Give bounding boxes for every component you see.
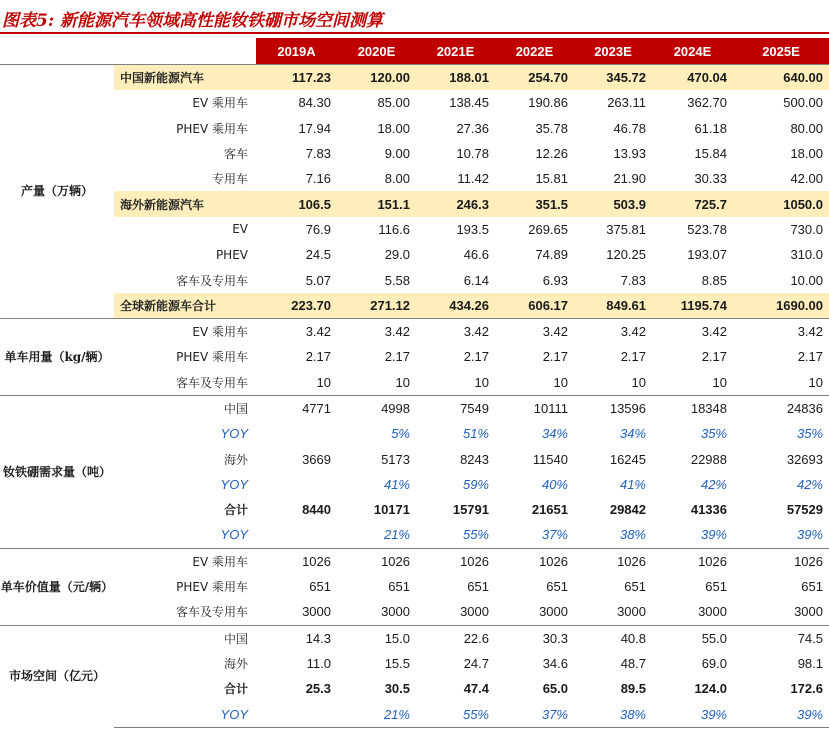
value-cell: 351.5 — [495, 191, 574, 216]
row-label: 客车及专用车 — [175, 273, 248, 288]
value-cell: 2.17 — [797, 349, 823, 365]
value-cell: 2.17 — [463, 349, 489, 365]
value-cell: 651 — [467, 579, 489, 595]
value-cell: 74.5 — [733, 625, 829, 651]
value-cell: 21.90 — [613, 171, 646, 187]
value-cell: 2.17 — [384, 349, 410, 365]
value-cell: 269.65 — [528, 221, 568, 237]
value-cell: 59% — [462, 476, 489, 492]
table-row — [0, 651, 829, 676]
year-header: 2021E — [416, 38, 495, 65]
value-cell: 1690.00 — [733, 293, 829, 319]
value-cell: 61.18 — [694, 120, 727, 136]
value-cell: 434.26 — [416, 293, 495, 319]
row-label: PHEV 乘用车 — [176, 580, 248, 595]
value-cell: 500.00 — [783, 95, 823, 111]
value-cell: 11.0 — [306, 655, 331, 671]
value-cell: 730.0 — [790, 221, 823, 237]
value-cell: 22988 — [690, 451, 727, 467]
table-row — [0, 166, 829, 191]
value-cell: 76.9 — [305, 221, 331, 237]
value-cell — [256, 472, 337, 497]
value-cell: 1050.0 — [733, 191, 829, 216]
value-cell: 2.17 — [620, 349, 646, 365]
table-row — [0, 497, 829, 522]
value-cell: 1026 — [256, 548, 337, 574]
value-cell: 120.00 — [337, 65, 416, 91]
value-cell: 13596 — [574, 395, 652, 421]
value-cell: 22.6 — [416, 625, 495, 651]
header-blank-label — [114, 38, 256, 65]
value-cell: 39% — [700, 527, 727, 543]
table-row — [0, 395, 829, 421]
value-cell: 39% — [652, 701, 733, 727]
row-label: EV — [232, 222, 248, 237]
value-cell: 41% — [619, 476, 646, 492]
value-cell: 15.0 — [337, 625, 416, 651]
value-cell: 1026 — [337, 548, 416, 574]
value-cell: 1195.74 — [652, 293, 733, 319]
value-cell: 34% — [619, 426, 646, 442]
value-cell: 46.78 — [613, 120, 646, 136]
value-cell: 375.81 — [606, 221, 646, 237]
row-label: 合计 — [223, 503, 248, 518]
row-label: PHEV 乘用车 — [176, 350, 248, 365]
value-cell: 3.42 — [652, 318, 733, 344]
header-row — [0, 38, 829, 65]
year-header: 2023E — [574, 38, 652, 65]
year-header: 2020E — [337, 38, 416, 65]
value-cell: 7.83 — [305, 146, 331, 162]
table-row — [0, 574, 829, 599]
value-cell — [256, 522, 337, 548]
table-row — [0, 116, 829, 141]
row-label: PHEV 乘用车 — [176, 121, 248, 136]
table-row — [0, 446, 829, 471]
value-cell: 42% — [796, 476, 823, 492]
value-cell: 46.6 — [463, 247, 489, 263]
value-cell: 2.17 — [701, 349, 727, 365]
value-cell: 12.26 — [535, 146, 568, 162]
value-cell: 40.8 — [574, 625, 652, 651]
value-cell: 523.78 — [687, 221, 727, 237]
value-cell: 651 — [546, 579, 568, 595]
value-cell: 345.72 — [574, 65, 652, 91]
value-cell: 470.04 — [652, 65, 733, 91]
value-cell: 55.0 — [652, 625, 733, 651]
value-cell: 6.14 — [463, 272, 489, 288]
value-cell: 7549 — [416, 395, 495, 421]
figure-title: 图表5: 新能源汽车领域高性能钕铁硼市场空间测算 — [2, 11, 384, 31]
value-cell: 65.0 — [542, 681, 568, 697]
market-estimate-table — [0, 38, 829, 728]
value-cell: 10 — [316, 374, 331, 390]
value-cell: 10.78 — [456, 146, 489, 162]
value-cell: 41336 — [690, 502, 727, 518]
value-cell: 24836 — [733, 395, 829, 421]
value-cell: 117.23 — [256, 65, 337, 91]
row-label: EV 乘用车 — [114, 318, 256, 344]
value-cell: 35% — [796, 426, 823, 442]
value-cell: 3000 — [617, 604, 646, 620]
row-label: 中国 — [114, 625, 256, 651]
value-cell: 35.78 — [535, 120, 568, 136]
value-cell: 10 — [474, 374, 489, 390]
value-cell: 55% — [416, 701, 495, 727]
value-cell: 120.25 — [606, 247, 646, 263]
value-cell: 8440 — [302, 502, 331, 518]
value-cell: 55% — [462, 527, 489, 543]
value-cell: 5.58 — [384, 272, 410, 288]
row-label: 客车及专用车 — [175, 375, 248, 390]
category-label: 产量（万辆） — [0, 65, 114, 319]
value-cell: 3000 — [460, 604, 489, 620]
value-cell: 5173 — [381, 451, 410, 467]
table-row — [0, 318, 829, 344]
value-cell: 7.16 — [305, 171, 331, 187]
value-cell: 640.00 — [733, 65, 829, 91]
table-row — [0, 293, 829, 319]
value-cell: 25.3 — [305, 681, 331, 697]
value-cell: 188.01 — [416, 65, 495, 91]
value-cell: 34.6 — [542, 655, 568, 671]
figure-title-bar — [0, 0, 829, 34]
value-cell: 37% — [495, 701, 574, 727]
row-label: 中国 — [114, 395, 256, 421]
value-cell: 1026 — [574, 548, 652, 574]
value-cell: 1026 — [495, 548, 574, 574]
value-cell: 15.5 — [384, 655, 410, 671]
value-cell: 29.0 — [384, 247, 410, 263]
value-cell: 8.85 — [701, 272, 727, 288]
value-cell: 725.7 — [652, 191, 733, 216]
table-row — [0, 676, 829, 701]
value-cell: 10.00 — [790, 272, 823, 288]
value-cell: 15.81 — [535, 171, 568, 187]
value-cell: 3.42 — [495, 318, 574, 344]
value-cell: 30.5 — [384, 681, 410, 697]
value-cell: 84.30 — [298, 95, 331, 111]
value-cell: 40% — [541, 476, 568, 492]
value-cell: 1026 — [652, 548, 733, 574]
value-cell: 151.1 — [337, 191, 416, 216]
value-cell: 3.42 — [416, 318, 495, 344]
value-cell: 606.17 — [495, 293, 574, 319]
value-cell: 3000 — [698, 604, 727, 620]
row-label: 客车 — [223, 147, 248, 162]
value-cell: 48.7 — [620, 655, 646, 671]
value-cell: 271.12 — [337, 293, 416, 319]
row-label: 全球新能源车合计 — [114, 293, 256, 319]
value-cell: 10 — [808, 374, 823, 390]
value-cell: 15.84 — [694, 146, 727, 162]
row-label: YOY — [114, 701, 256, 727]
value-cell: 651 — [705, 579, 727, 595]
value-cell: 85.00 — [377, 95, 410, 111]
value-cell: 24.5 — [305, 247, 331, 263]
value-cell: 849.61 — [574, 293, 652, 319]
row-label: 中国新能源汽车 — [114, 65, 256, 91]
value-cell: 116.6 — [378, 221, 410, 237]
value-cell: 193.07 — [687, 247, 727, 263]
value-cell: 39% — [796, 527, 823, 543]
value-cell: 30.3 — [495, 625, 574, 651]
value-cell: 57529 — [786, 502, 823, 518]
value-cell: 98.1 — [797, 655, 823, 671]
year-header: 2022E — [495, 38, 574, 65]
value-cell: 38% — [574, 701, 652, 727]
value-cell: 3.42 — [256, 318, 337, 344]
value-cell — [256, 421, 337, 446]
value-cell: 7.83 — [620, 272, 646, 288]
value-cell: 5.07 — [305, 272, 331, 288]
value-cell: 32693 — [786, 451, 823, 467]
value-cell: 11540 — [532, 451, 568, 467]
value-cell: 310.0 — [790, 247, 823, 263]
value-cell: 15791 — [452, 502, 489, 518]
table-row — [0, 599, 829, 625]
value-cell: 30.33 — [694, 171, 727, 187]
value-cell: 4998 — [337, 395, 416, 421]
value-cell: 3669 — [302, 451, 331, 467]
category-label: 钕铁硼需求量（吨） — [0, 395, 114, 548]
value-cell: 6.93 — [542, 272, 568, 288]
value-cell: 3.42 — [733, 318, 829, 344]
value-cell: 138.45 — [449, 95, 489, 111]
row-label: 客车及专用车 — [175, 605, 248, 620]
value-cell: 35% — [700, 426, 727, 442]
value-cell: 2.17 — [542, 349, 568, 365]
value-cell: 8243 — [460, 451, 489, 467]
value-cell: 11.42 — [457, 171, 489, 187]
value-cell: 1026 — [733, 548, 829, 574]
table-row — [0, 472, 829, 497]
table-row — [0, 701, 829, 727]
value-cell: 42% — [700, 476, 727, 492]
value-cell: 193.5 — [456, 221, 489, 237]
value-cell: 3000 — [539, 604, 568, 620]
value-cell: 39% — [733, 701, 829, 727]
value-cell: 651 — [388, 579, 410, 595]
value-cell: 47.4 — [463, 681, 489, 697]
row-label: EV 乘用车 — [192, 96, 248, 111]
year-header: 2024E — [652, 38, 733, 65]
value-cell: 69.0 — [701, 655, 727, 671]
value-cell: 3000 — [381, 604, 410, 620]
value-cell: 651 — [309, 579, 331, 595]
value-cell: 124.0 — [694, 681, 727, 697]
value-cell: 651 — [624, 579, 646, 595]
value-cell: 263.11 — [607, 95, 646, 111]
category-label: 单车用量（kg/辆） — [0, 318, 114, 395]
value-cell: 362.70 — [687, 95, 727, 111]
value-cell: 10171 — [373, 502, 410, 518]
row-label: YOY — [220, 527, 248, 543]
table-row — [0, 370, 829, 396]
value-cell: 651 — [801, 579, 823, 595]
value-cell: 16245 — [609, 451, 646, 467]
value-cell: 18.00 — [377, 120, 410, 136]
row-label: 海外 — [223, 656, 248, 671]
year-header: 2019A — [256, 38, 337, 65]
value-cell: 10 — [712, 374, 727, 390]
value-cell: 89.5 — [620, 681, 646, 697]
row-label: YOY — [220, 426, 248, 442]
value-cell: 1026 — [416, 548, 495, 574]
value-cell: 17.94 — [298, 120, 331, 136]
header-blank-category — [0, 38, 114, 65]
value-cell: 246.3 — [416, 191, 495, 216]
value-cell: 10 — [395, 374, 410, 390]
value-cell: 21% — [383, 527, 410, 543]
row-label: 海外 — [223, 452, 248, 467]
table-row — [0, 421, 829, 446]
table-row — [0, 65, 829, 91]
value-cell: 8.00 — [384, 171, 410, 187]
value-cell: 254.70 — [495, 65, 574, 91]
table-row — [0, 242, 829, 267]
table-row — [0, 625, 829, 651]
value-cell: 2.17 — [305, 349, 331, 365]
value-cell: 10 — [553, 374, 568, 390]
value-cell: 10 — [631, 374, 646, 390]
row-label: 专用车 — [211, 172, 248, 187]
table-row — [0, 90, 829, 115]
row-label: 合计 — [223, 682, 248, 697]
table-row — [0, 267, 829, 292]
table-row — [0, 522, 829, 548]
value-cell: 42.00 — [790, 171, 823, 187]
value-cell: 223.70 — [256, 293, 337, 319]
value-cell: 3.42 — [337, 318, 416, 344]
table-row — [0, 548, 829, 574]
value-cell: 10111 — [495, 395, 574, 421]
value-cell: 3000 — [794, 604, 823, 620]
value-cell: 51% — [462, 426, 489, 442]
table-row — [0, 141, 829, 166]
value-cell: 172.6 — [790, 681, 823, 697]
table-row — [0, 191, 829, 216]
value-cell: 21651 — [531, 502, 568, 518]
table-row — [0, 344, 829, 369]
value-cell: 9.00 — [384, 146, 410, 162]
value-cell: 80.00 — [790, 120, 823, 136]
year-header: 2025E — [733, 38, 829, 65]
row-label: 海外新能源汽车 — [114, 191, 256, 216]
value-cell: 3.42 — [574, 318, 652, 344]
value-cell: 37% — [541, 527, 568, 543]
value-cell: 190.86 — [528, 95, 568, 111]
value-cell: 27.36 — [456, 120, 489, 136]
value-cell: 106.5 — [256, 191, 337, 216]
value-cell: 21% — [337, 701, 416, 727]
value-cell: 4771 — [256, 395, 337, 421]
value-cell: 41% — [383, 476, 410, 492]
value-cell: 34% — [541, 426, 568, 442]
value-cell: 14.3 — [256, 625, 337, 651]
table-row — [0, 217, 829, 242]
category-label: 市场空间（亿元） — [0, 625, 114, 727]
row-label: EV 乘用车 — [114, 548, 256, 574]
value-cell: 29842 — [609, 502, 646, 518]
category-label: 单车价值量（元/辆） — [0, 548, 114, 625]
value-cell: 503.9 — [574, 191, 652, 216]
table-body — [0, 65, 829, 728]
value-cell: 24.7 — [463, 655, 489, 671]
value-cell: 3000 — [302, 604, 331, 620]
value-cell: 18348 — [652, 395, 733, 421]
value-cell: 18.00 — [790, 146, 823, 162]
value-cell: 74.89 — [535, 247, 568, 263]
value-cell: 38% — [619, 527, 646, 543]
value-cell — [256, 701, 337, 727]
value-cell: 5% — [391, 426, 410, 442]
row-label: PHEV — [215, 247, 248, 262]
value-cell: 13.93 — [613, 146, 646, 162]
row-label: YOY — [220, 476, 248, 492]
